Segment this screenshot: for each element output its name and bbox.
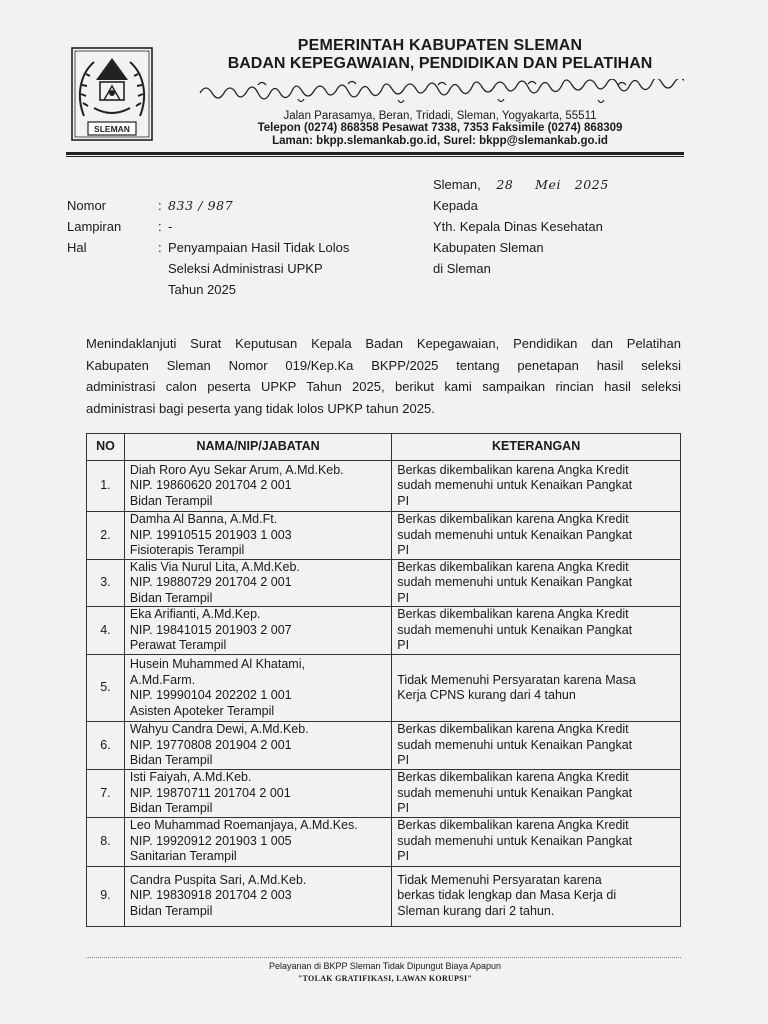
employee-detail: NIP. 19880729 201704 2 001: [129, 575, 292, 589]
employee-identity-cell: [124, 722, 391, 770]
remark-cell: [392, 512, 681, 560]
row-number: 5.: [87, 655, 125, 722]
lampiran-colon: :: [158, 219, 162, 234]
remark-line: Sleman kurang dari 2 tahun.: [397, 903, 555, 918]
employee-detail: Perawat Terampil: [129, 638, 227, 653]
header-no: NO: [87, 434, 125, 461]
employee-detail: Bidan Terampil: [129, 801, 213, 815]
remark-line: sudah memenuhi untuk Kenaikan Pangkat: [397, 622, 633, 637]
remark-line: Tidak Memenuhi Persyaratan karena Masa: [397, 672, 636, 687]
employee-name: Husein Muhammed Al Khatami,: [129, 657, 305, 671]
row-number: 8.: [87, 817, 125, 866]
employee-identity-cell: [124, 559, 391, 607]
recipient-regency: Kabupaten Sleman: [433, 240, 544, 255]
employee-detail: NIP. 19910515 201903 1 003: [129, 527, 292, 542]
row-number: 3.: [87, 559, 125, 607]
employee-identity-cell: [124, 512, 391, 560]
hal-label: Hal: [67, 240, 87, 255]
row-number: 6.: [87, 722, 125, 770]
remark-line: PI: [397, 638, 410, 653]
letter-date-month: Mei: [535, 177, 562, 192]
remark-line: sudah memenuhi untuk Kenaikan Pangkat: [397, 785, 633, 800]
header-keterangan: KETERANGAN: [392, 434, 681, 461]
letterhead-address: Jalan Parasamya, Beran, Tridadi, Sleman, Yogyakarta, 55511: [283, 110, 597, 122]
employee-identity-cell: [124, 770, 391, 818]
employee-detail: A.Md.Farm.: [129, 672, 196, 687]
employee-name: Eka Arifianti, A.Md.Kep.: [129, 607, 261, 622]
intro-line: Kabupaten Sleman Nomor 019/Kep.Ka BKPP/2025 tentang penetapan hasil seleksi: [86, 357, 681, 373]
letterhead-rule-thick: [66, 152, 684, 155]
row-number: 4.: [87, 607, 125, 655]
remark-line: Berkas dikembalikan karena Angka Kredit: [397, 770, 629, 784]
intro-line: Menindaklanjuti Surat Keputusan Kepala Badan Kepegawaian, Pendidikan dan Pelatihan: [86, 336, 681, 351]
javanese-script-agency-name: [198, 79, 684, 105]
footer-slogan: "TOLAK GRATIFIKASI, LAWAN KORUPSI": [297, 974, 473, 983]
table-row: [87, 607, 681, 655]
remark-line: Berkas dikembalikan karena Angka Kredit: [397, 722, 629, 737]
remark-line: PI: [397, 543, 410, 557]
remark-line: sudah memenuhi untuk Kenaikan Pangkat: [397, 478, 633, 493]
letterhead-phone: Telepon (0274) 868358 Pesawat 7338, 7353 Faksimile (0274) 868309: [257, 122, 623, 134]
employee-detail: NIP. 19920912 201903 1 005: [129, 833, 292, 848]
remark-cell: [392, 461, 681, 512]
employee-identity-cell: [124, 866, 391, 926]
footer-divider: [86, 957, 681, 958]
remark-cell: [392, 559, 681, 607]
row-number: 9.: [87, 866, 125, 926]
hal-line-3: Tahun 2025: [168, 282, 236, 297]
remark-cell: [392, 722, 681, 770]
employee-name: Wahyu Candra Dewi, A.Md.Keb.: [129, 722, 309, 737]
intro-paragraph: [86, 333, 681, 419]
remark-line: Berkas dikembalikan karena Angka Kredit: [397, 607, 629, 622]
table-header-row: [87, 434, 681, 461]
employee-name: Leo Muhammad Roemanjaya, A.Md.Kes.: [129, 818, 358, 833]
remark-line: PI: [397, 801, 410, 815]
table-row: [87, 559, 681, 607]
employee-name: Damha Al Banna, A.Md.Ft.: [129, 512, 278, 526]
table-row: [87, 655, 681, 722]
recipient-location: di Sleman: [433, 261, 491, 276]
employee-detail: Bidan Terampil: [129, 590, 213, 605]
remark-line: Berkas dikembalikan karena Angka Kredit: [397, 559, 629, 574]
remark-line: PI: [397, 849, 410, 864]
letter-date-year: 2025: [574, 177, 609, 192]
table-row: [87, 866, 681, 926]
hal-line-1: Penyampaian Hasil Tidak Lolos: [168, 240, 350, 255]
employee-detail: Bidan Terampil: [129, 903, 213, 918]
letter-place-date: [433, 174, 609, 195]
remark-line: sudah memenuhi untuk Kenaikan Pangkat: [397, 527, 633, 542]
employee-detail: NIP. 19870711 201704 2 001: [129, 785, 291, 800]
svg-text:SLEMAN: SLEMAN: [94, 124, 130, 134]
remark-line: Kerja CPNS kurang dari 4 tahun: [397, 688, 576, 702]
intro-line: administrasi bagi peserta yang tidak lolos UPKP tahun 2025.: [86, 400, 435, 416]
letter-date-day: 28: [496, 177, 514, 192]
employee-identity-cell: [124, 607, 391, 655]
table-body: [87, 461, 681, 927]
table-row: [87, 512, 681, 560]
employee-detail: Fisioterapis Terampil: [129, 543, 245, 557]
sleman-regency-logo: [70, 46, 154, 142]
kepada-label: Kepada: [433, 198, 478, 213]
lampiran-value: -: [168, 219, 173, 234]
remark-line: PI: [397, 493, 410, 508]
row-number: 2.: [87, 512, 125, 560]
recipient-title: Yth. Kepala Dinas Kesehatan: [433, 219, 603, 234]
failed-candidates-table: [86, 433, 681, 927]
lampiran-label: Lampiran: [67, 219, 122, 234]
letterhead-rule-thin: [66, 156, 684, 157]
employee-name: Isti Faiyah, A.Md.Keb.: [129, 770, 252, 784]
employee-name: Kalis Via Nurul Lita, A.Md.Keb.: [129, 559, 300, 574]
remark-cell: [392, 607, 681, 655]
letterhead-website-email: Laman: bkpp.slemankab.go.id, Surel: bkpp@slemankab.go.id: [272, 135, 608, 147]
remark-cell: [392, 655, 681, 722]
remark-line: sudah memenuhi untuk Kenaikan Pangkat: [397, 737, 633, 752]
remark-line: Berkas dikembalikan karena Angka Kredit: [397, 512, 629, 526]
table-row: [87, 817, 681, 866]
remark-cell: [392, 770, 681, 818]
remark-line: Berkas dikembalikan karena Angka Kredit: [397, 818, 629, 833]
footer-service-note: Pelayanan di BKPP Sleman Tidak Dipungut Biaya Apapun: [269, 961, 501, 971]
employee-detail: NIP. 19770808 201904 2 001: [129, 737, 292, 752]
employee-detail: Bidan Terampil: [129, 753, 213, 768]
employee-identity-cell: [124, 461, 391, 512]
employee-identity-cell: [124, 817, 391, 866]
employee-detail: NIP. 19860620 201704 2 001: [129, 478, 292, 493]
hal-line-2: Seleksi Administrasi UPKP: [168, 261, 323, 276]
remark-line: PI: [397, 753, 410, 768]
table-row: [87, 770, 681, 818]
employee-detail: Sanitarian Terampil: [129, 849, 237, 864]
nomor-colon: :: [158, 198, 162, 213]
intro-line: administrasi calon peserta UPKP Tahun 2025, berikut kami sampaikan rincian hasil seleksi: [86, 379, 681, 394]
row-number: 7.: [87, 770, 125, 818]
employee-identity-cell: [124, 655, 391, 722]
remark-line: sudah memenuhi untuk Kenaikan Pangkat: [397, 833, 633, 848]
employee-detail: NIP. 19830918 201704 2 003: [129, 888, 292, 903]
table-row: [87, 722, 681, 770]
remark-cell: [392, 866, 681, 926]
employee-detail: Bidan Terampil: [129, 493, 213, 508]
remark-line: Berkas dikembalikan karena Angka Kredit: [397, 462, 629, 477]
row-number: 1.: [87, 461, 125, 512]
remark-line: Tidak Memenuhi Persyaratan karena: [397, 872, 602, 887]
letterhead-government: PEMERINTAH KABUPATEN SLEMAN: [297, 37, 583, 54]
remark-cell: [392, 817, 681, 866]
table-row: [87, 461, 681, 512]
nomor-value: 833 / 987: [168, 198, 234, 213]
hal-colon: :: [158, 240, 162, 255]
employee-detail: NIP. 19841015 201903 2 007: [129, 622, 292, 637]
remark-line: sudah memenuhi untuk Kenaikan Pangkat: [397, 575, 633, 589]
remark-line: berkas tidak lengkap dan Masa Kerja di: [397, 888, 617, 903]
employee-name: Diah Roro Ayu Sekar Arum, A.Md.Keb.: [129, 462, 344, 477]
employee-detail: Asisten Apoteker Terampil: [129, 703, 275, 718]
remark-line: PI: [397, 590, 410, 605]
nomor-label: Nomor: [67, 198, 107, 213]
letter-place: Sleman,: [433, 177, 481, 192]
letterhead-agency: BADAN KEPEGAWAIAN, PENDIDIKAN DAN PELATIHAN: [227, 55, 653, 72]
header-nama-nip-jabatan: NAMA/NIP/JABATAN: [124, 434, 391, 461]
employee-detail: NIP. 19990104 202202 1 001: [129, 688, 292, 702]
employee-name: Candra Puspita Sari, A.Md.Keb.: [129, 872, 307, 887]
